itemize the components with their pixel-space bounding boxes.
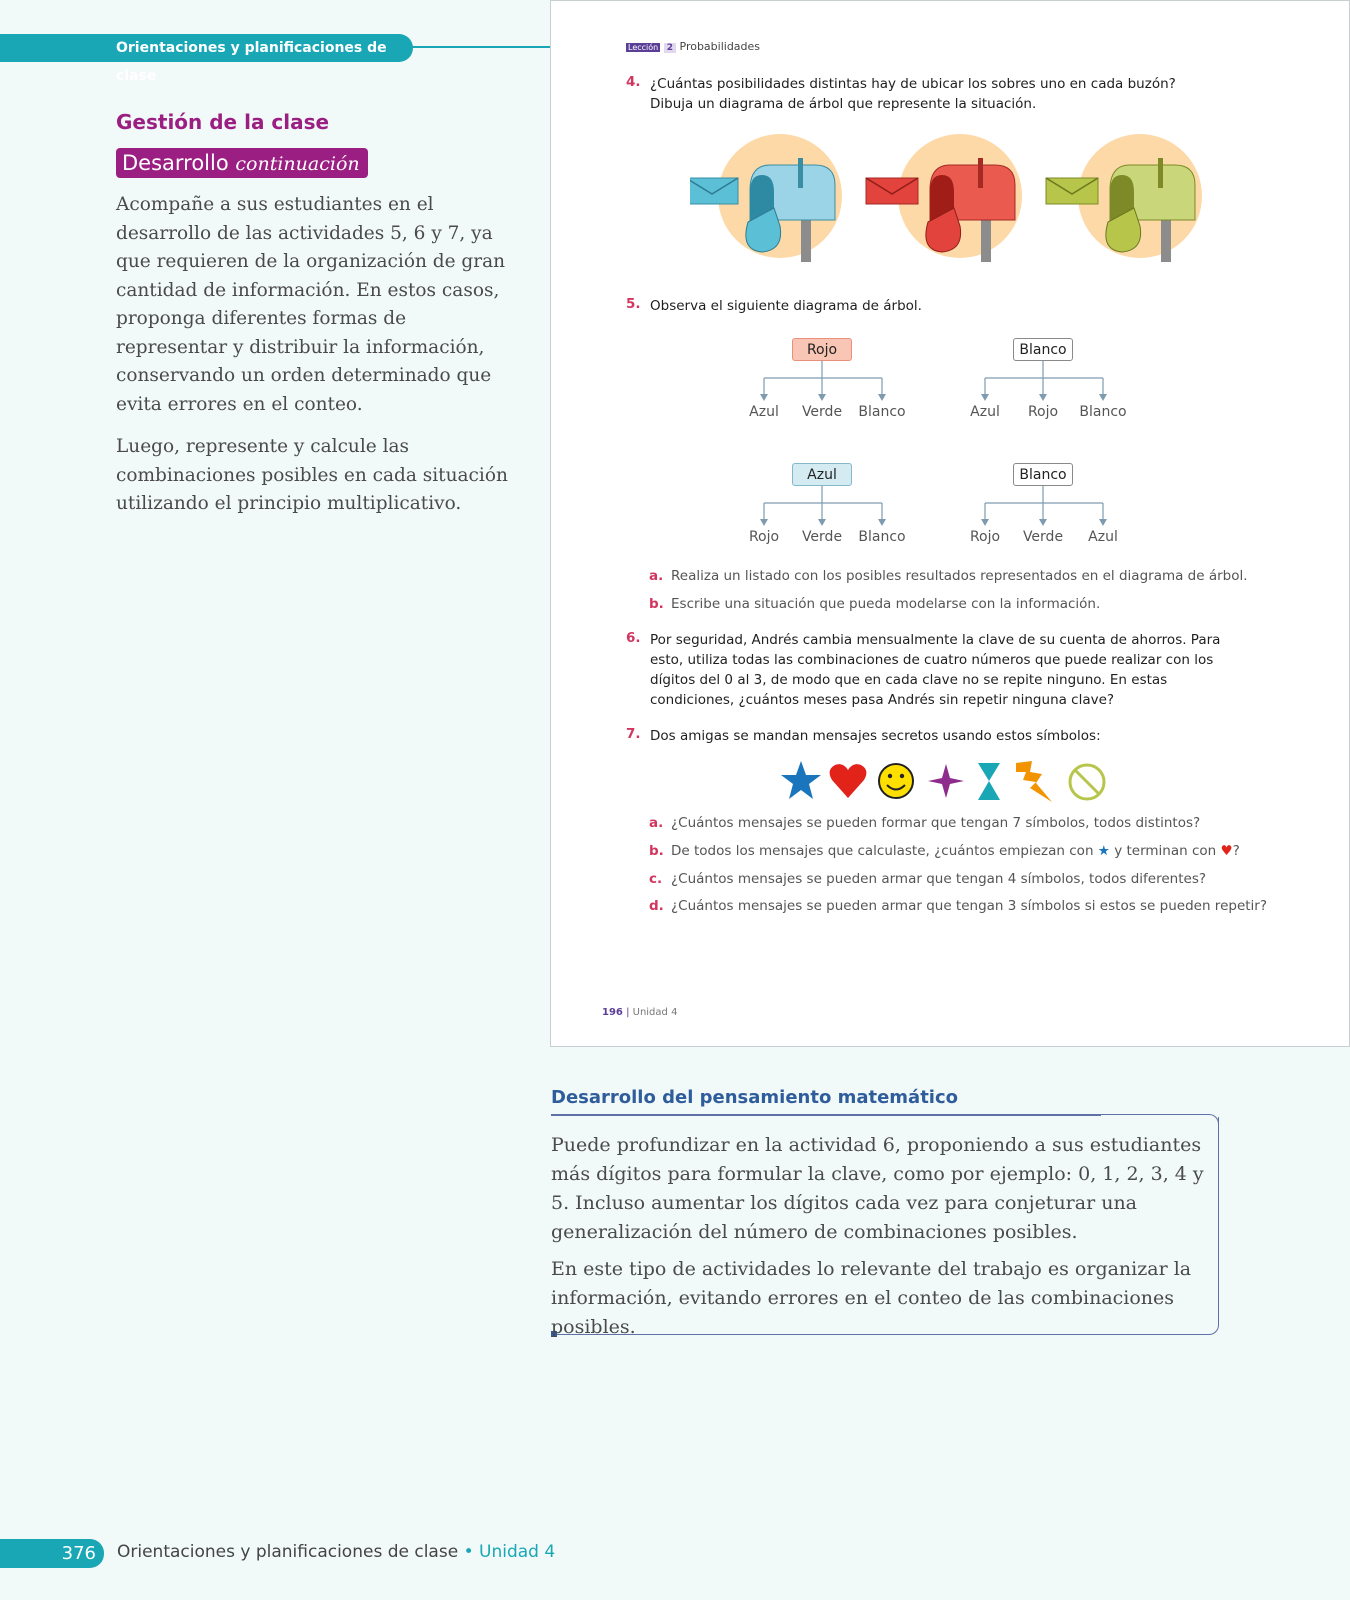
hourglass-icon [978, 763, 1000, 800]
item-letter: d. [649, 898, 664, 914]
q4-line-1: ¿Cuántas posibilidades distintas hay de ubicar los sobres uno en cada buzón? [650, 76, 1176, 92]
tree-leaf: Blanco [858, 529, 906, 545]
q-number: 7. [626, 726, 641, 742]
tree-leaf: Rojo [748, 529, 780, 545]
lesson-label: Lección [628, 43, 659, 52]
tree-diagram-2 [970, 338, 1135, 430]
blue-mailbox-icon [690, 134, 842, 262]
question-6 [626, 630, 1246, 710]
book-page-unit: Unidad 4 [632, 1007, 678, 1018]
q7-item-a [649, 815, 1200, 831]
dpm-title: Desarrollo del pensamiento matemático [551, 1087, 959, 1108]
item-letter: a. [649, 815, 664, 831]
left-paragraph-1: Acompañe a sus estudiantes en el desarrollo de las actividades 5, 6 y 7, ya que requieren de la organización de gran cantidad de información. En estos casos, proponga diferentes formas de representar y distribuir la información, conservando un orden determinado que evita errores en el conteo. [116, 194, 506, 415]
smiley-icon [879, 764, 913, 798]
section-title: Gestión de la clase [116, 110, 330, 134]
tree-root: Azul [792, 463, 852, 486]
item-text: Escribe una situación que pueda modelarse con la información. [671, 596, 1101, 612]
footer-unit: Unidad 4 [479, 1542, 556, 1562]
tree-root: Blanco [1013, 463, 1073, 486]
item-text: Realiza un listado con los posibles resultados representados en el diagrama de árbol. [671, 568, 1248, 584]
red-mailbox-icon [866, 134, 1022, 262]
q5-text: Observa el siguiente diagrama de árbol. [650, 298, 922, 314]
q7-item-c [649, 871, 1206, 887]
footer-page-number: 376 [0, 1539, 104, 1568]
tree-leaf: Verde [1022, 529, 1064, 545]
tree-diagram-1 [749, 338, 914, 430]
footer-title: Orientaciones y planificaciones de clase [117, 1542, 459, 1562]
dpm-paragraph-2: En este tipo de actividades lo relevante del trabajo es organizar la información, evitando errores en el conteo de las combinaciones posibles. [551, 1258, 1192, 1338]
item-text: ¿Cuántos mensajes se pueden formar que tengan 7 símbolos, todos distintos? [671, 815, 1201, 831]
q5-item-a [649, 568, 1248, 584]
dpm-rule [551, 1114, 1101, 1116]
four-point-star-icon [928, 764, 964, 798]
tree-branches [754, 338, 914, 408]
q-number: 6. [626, 630, 641, 646]
tree-diagram-4 [969, 463, 1135, 555]
heart-icon [830, 764, 867, 798]
tree-diagram-3 [748, 463, 914, 555]
item-text-3: ? [1232, 843, 1240, 859]
book-page-footer: 196 | Unidad 4 [602, 1007, 678, 1018]
tree-leaf: Rojo [969, 529, 1001, 545]
book-page-number: 196 [602, 1007, 623, 1018]
tree-root: Blanco [1013, 338, 1073, 361]
q7-item-d [649, 898, 1267, 914]
q7-text: Dos amigas se mandan mensajes secretos usando estos símbolos: [650, 728, 1101, 744]
star-icon: ★ [1097, 843, 1110, 859]
q6-text: Por seguridad, Andrés cambia mensualmente la clave de su cuenta de ahorros. Para esto, utiliza todas las combinaciones de cuatro números que puede realizar con los dígitos del 0 al 3, de modo que en cada clave no se repite ninguno. En estas condiciones, ¿cuántos meses pasa Andrés sin repetir ninguna clave? [650, 632, 1221, 708]
tree-leaf: Blanco [1079, 404, 1127, 420]
badge-main: Desarrollo [122, 151, 229, 175]
lightning-icon [1016, 761, 1052, 802]
tree-branches [754, 463, 914, 533]
q5-item-b [649, 596, 1100, 612]
item-letter: b. [649, 843, 664, 859]
left-paragraph-2: Luego, represente y calcule las combinaciones posibles en cada situación utilizando el principio multiplicativo. [116, 436, 508, 514]
tree-leaf: Verde [801, 529, 843, 545]
lesson-number: 2 [664, 43, 676, 53]
lesson-tag [626, 40, 760, 53]
lesson-title: Probabilidades [679, 40, 761, 53]
item-letter: c. [649, 871, 663, 887]
tree-branches [975, 463, 1135, 533]
green-mailbox-icon [1046, 134, 1202, 262]
star-icon [781, 761, 821, 799]
item-text: ¿Cuántos mensajes se pueden armar que tengan 3 símbolos si estos se pueden repetir? [671, 898, 1268, 914]
item-text-1: De todos los mensajes que calculaste, ¿cuántos empiezan con [671, 843, 1094, 859]
badge-italic: continuación [235, 153, 360, 175]
tree-leaf: Verde [801, 404, 843, 420]
tree-leaf: Blanco [858, 404, 906, 420]
q4-line-2: Dibuja un diagrama de árbol que represente la situación. [650, 96, 1037, 112]
q-number: 5. [626, 296, 641, 312]
question-4 [626, 74, 1226, 114]
item-text: ¿Cuántos mensajes se pueden armar que tengan 4 símbolos, todos diferentes? [671, 871, 1207, 887]
tree-leaf: Azul [749, 404, 779, 420]
item-letter: b. [649, 596, 664, 612]
desarrollo-badge [116, 148, 368, 178]
question-7 [626, 726, 1226, 746]
tree-branches [975, 338, 1135, 408]
q-number: 4. [626, 74, 641, 90]
footer-separator: • [463, 1542, 474, 1562]
tree-leaf: Azul [970, 404, 1000, 420]
q7-item-b [649, 843, 1240, 859]
tree-leaf: Rojo [1027, 404, 1059, 420]
heart-icon: ♥ [1220, 843, 1233, 859]
footer-text [117, 1542, 555, 1562]
header-title: Orientaciones y planificaciones de clase [0, 34, 413, 62]
item-letter: a. [649, 568, 664, 584]
tree-root: Rojo [792, 338, 852, 361]
dpm-paragraph-1: Puede profundizar en la actividad 6, proponiendo a sus estudiantes más dígitos para formular la clave, como por ejemplo: 0, 1, 2, 3, 4 y 5. Incluso aumentar los dígitos cada vez para conjeturar una generalización del número de combinaciones posibles. [551, 1134, 1204, 1243]
mailboxes-illustration [690, 130, 1230, 272]
prohibited-icon [1070, 765, 1104, 799]
question-5 [626, 296, 1226, 316]
symbols-row [780, 758, 1110, 804]
item-text-2: y terminan con [1114, 843, 1217, 859]
tree-leaf: Azul [1088, 529, 1118, 545]
